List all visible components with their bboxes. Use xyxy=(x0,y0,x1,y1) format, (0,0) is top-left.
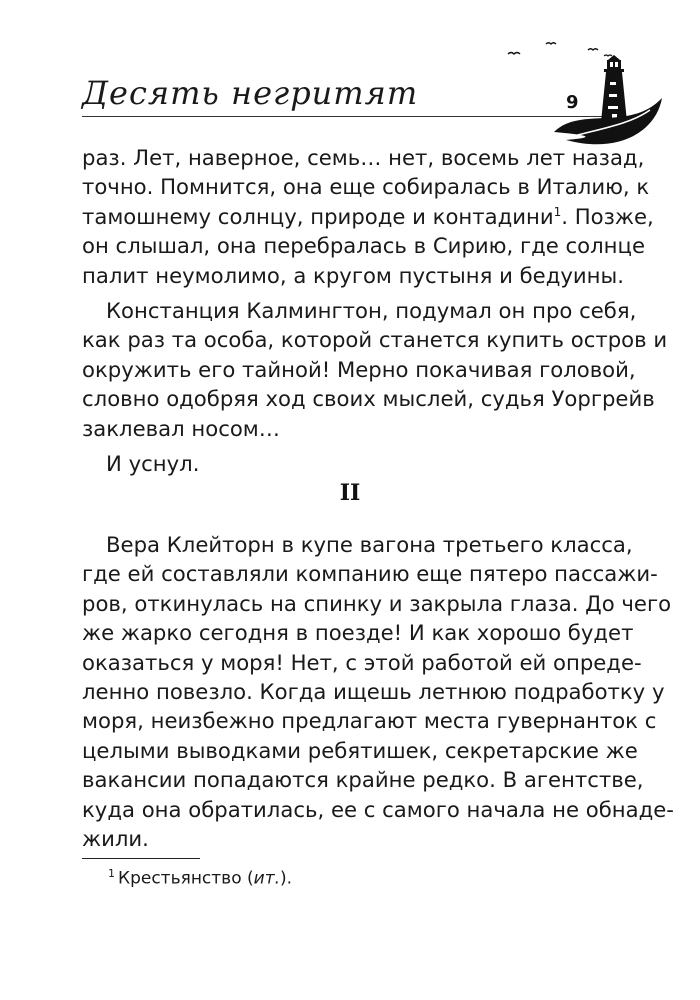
text-line: где ей составляли компанию еще пятеро пассажи- xyxy=(82,561,658,587)
footnote-mark: 1 xyxy=(108,867,115,880)
page-number: 9 xyxy=(566,92,579,113)
footnote-rule xyxy=(82,858,200,859)
running-title: Десять негритят xyxy=(82,74,419,112)
text-line: ров, откинулась на спинку и закрыла глаза. До чего xyxy=(82,590,672,616)
text-line: же жарко сегодня в поезде! И как хорошо будет xyxy=(82,620,634,646)
footnote-text-end: ). xyxy=(280,868,293,889)
text-line: куда она обратилась, ее с самого начала не обнаде- xyxy=(82,796,674,822)
body-text-block-2 xyxy=(82,530,674,853)
text-line: он слышал, она перебралась в Сирию, где солнце xyxy=(82,233,645,259)
text-line: моря, неизбежно предлагают места гувернанток с xyxy=(82,708,657,734)
text-line: И уснул. xyxy=(106,450,200,476)
text-line: ленно повезло. Когда ищешь летнюю подработку у xyxy=(82,678,665,704)
footnote-reference: 1 xyxy=(553,204,562,219)
text-line: как раз та особа, которой станется купить остров и xyxy=(82,327,668,353)
body-text-block-1 xyxy=(82,143,668,478)
text-line: точно. Помнится, она еще собиралась в Италию, к xyxy=(82,174,650,200)
text-line: Вера Клейторн в купе вагона третьего класса, xyxy=(106,532,633,557)
footnote xyxy=(108,862,292,891)
text-line: жили. xyxy=(82,825,149,851)
text-line: палит неумолимо, а кругом пустыня и бедуины. xyxy=(82,262,624,288)
text-line xyxy=(82,202,654,231)
text-line: окружить его тайной! Мерно покачивая головой, xyxy=(82,356,636,382)
text-line: раз. Лет, наверное, семь… нет, восемь лет назад, xyxy=(82,145,645,170)
text-line: оказаться у моря! Нет, с этой работой ей опреде- xyxy=(82,649,642,675)
text-line: словно одобряя ход своих мыслей, судья Уоргрейв xyxy=(82,386,655,412)
footnote-text: Крестьянство ( xyxy=(118,868,254,889)
text-line: Констанция Калмингтон, подумал он про себя, xyxy=(106,297,637,323)
text-line: целыми выводками ребятишек, секретарские же xyxy=(82,737,638,763)
text-fragment: . Позже, xyxy=(561,203,654,229)
text-fragment: тамошнему солнцу, природе и контадини xyxy=(82,203,554,229)
lighthouse-icon xyxy=(500,36,670,146)
text-line: вакансии попадаются крайне редко. В агентстве, xyxy=(82,767,644,793)
section-heading: II xyxy=(339,480,361,506)
footnote-abbreviation: ит. xyxy=(253,868,280,889)
text-line: заклевал носом… xyxy=(82,415,280,441)
